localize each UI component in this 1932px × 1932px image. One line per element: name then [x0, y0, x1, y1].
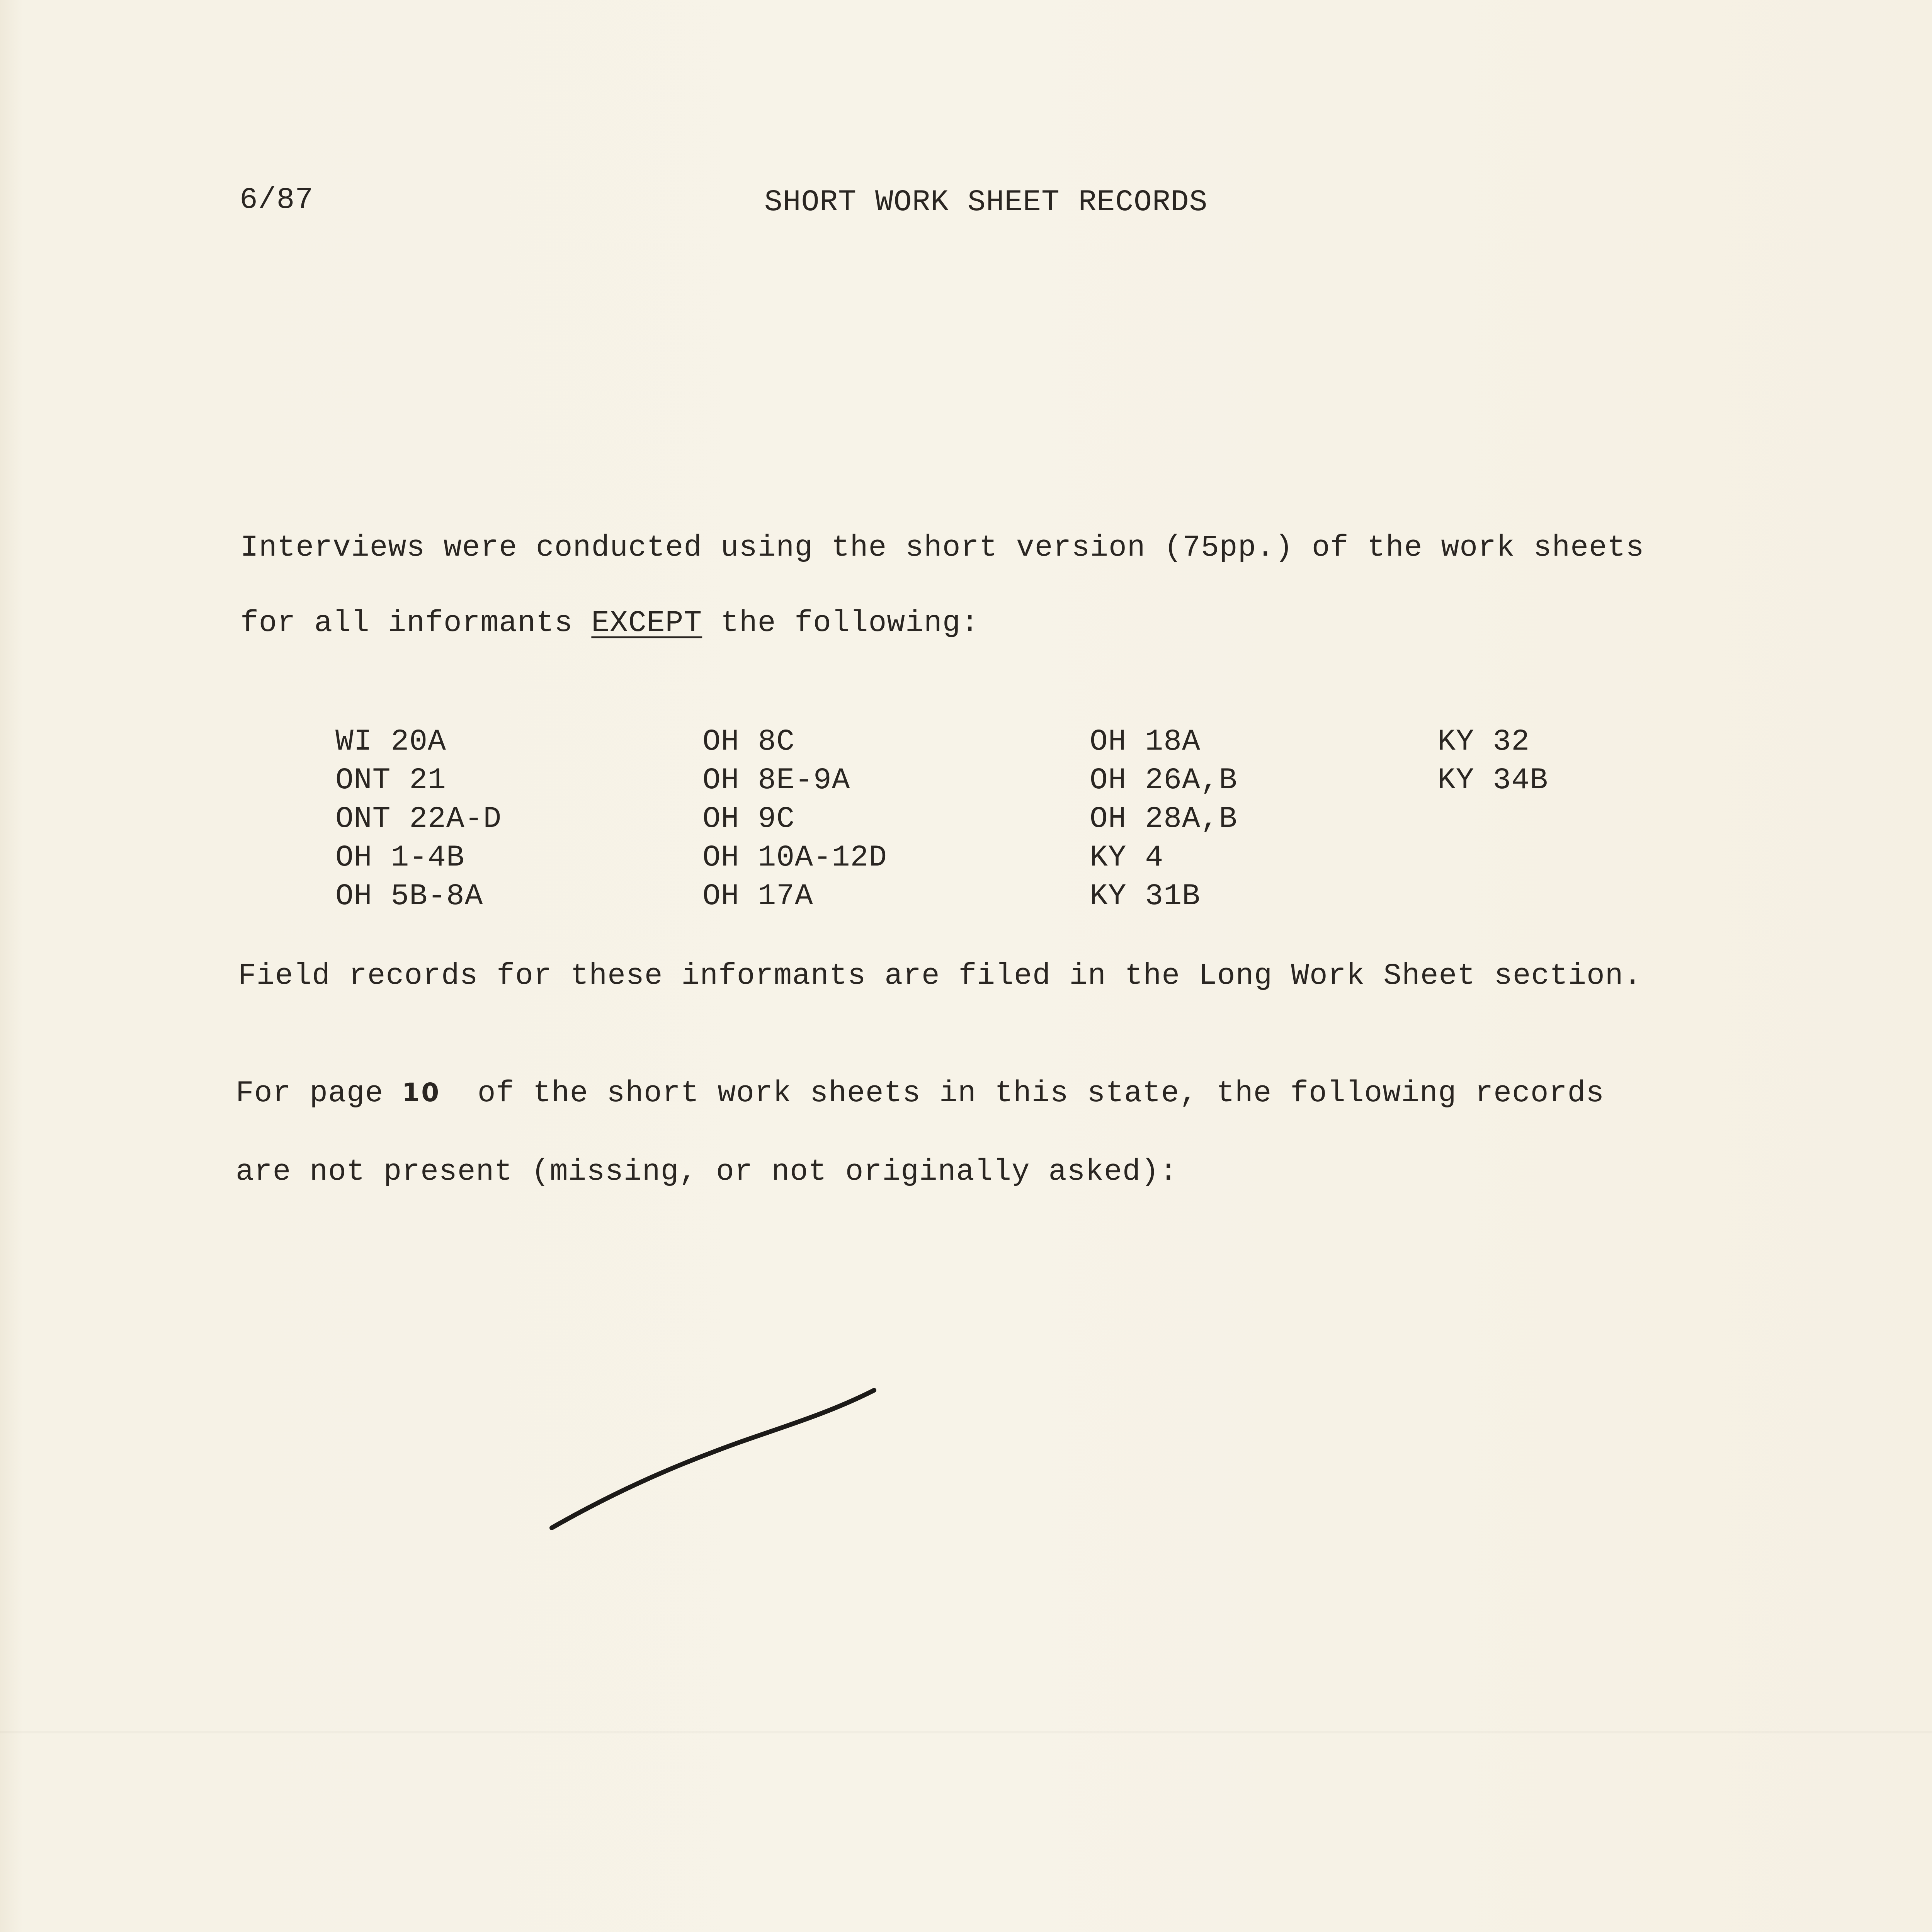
exception-entry: ONT 21: [335, 764, 446, 798]
intro-line-2-start: for all informants: [240, 606, 592, 640]
exception-entry: OH 1-4B: [335, 841, 465, 875]
document-title: SHORT WORK SHEET RECORDS: [764, 185, 1208, 219]
handwritten-slash-mark: [549, 1352, 881, 1538]
exception-entry: OH 17A: [702, 879, 813, 913]
exceptions-column-3: [1090, 723, 1237, 916]
intro-line-2: [240, 605, 979, 642]
exception-entry: ONT 22A-D: [335, 802, 502, 836]
exceptions-column-4: [1437, 723, 1548, 800]
exceptions-column-2: [702, 723, 887, 916]
exception-entry: KY 34B: [1437, 764, 1548, 798]
handwritten-page-number: 10: [402, 1078, 441, 1107]
except-emphasis: EXCEPT: [591, 606, 702, 640]
exception-entry: KY 31B: [1090, 879, 1201, 913]
filing-note: Field records for these informants are filed in the Long Work Sheet section.: [238, 959, 1642, 993]
intro-line-1: Interviews were conducted using the short version (75pp.) of the work sheets: [240, 531, 1645, 565]
page-note-line-2: are not present (missing, or not originally asked):: [236, 1155, 1178, 1189]
exception-entry: OH 8E-9A: [702, 764, 850, 798]
exception-entry: OH 8C: [702, 725, 795, 759]
exception-entry: OH 28A,B: [1090, 802, 1238, 836]
exception-entry: OH 10A-12D: [702, 841, 888, 875]
page-note-line-1: [236, 1074, 1604, 1112]
intro-line-2-end: the following:: [702, 606, 980, 640]
exception-entry: OH 26A,B: [1090, 764, 1238, 798]
exception-entry: OH 5B-8A: [335, 879, 483, 913]
exceptions-column-1: [335, 723, 502, 916]
exception-entry: KY 32: [1437, 725, 1530, 759]
exception-entry: OH 9C: [702, 802, 795, 836]
paper-fold: [0, 1731, 1932, 1733]
page-note-start: For page: [236, 1077, 402, 1111]
exception-entry: WI 20A: [335, 725, 446, 759]
exception-entry: OH 18A: [1090, 725, 1201, 759]
page-note-end: of the short work sheets in this state, the following records: [440, 1077, 1605, 1111]
exception-entry: KY 4: [1090, 841, 1164, 875]
document-date: 6/87: [240, 183, 314, 217]
